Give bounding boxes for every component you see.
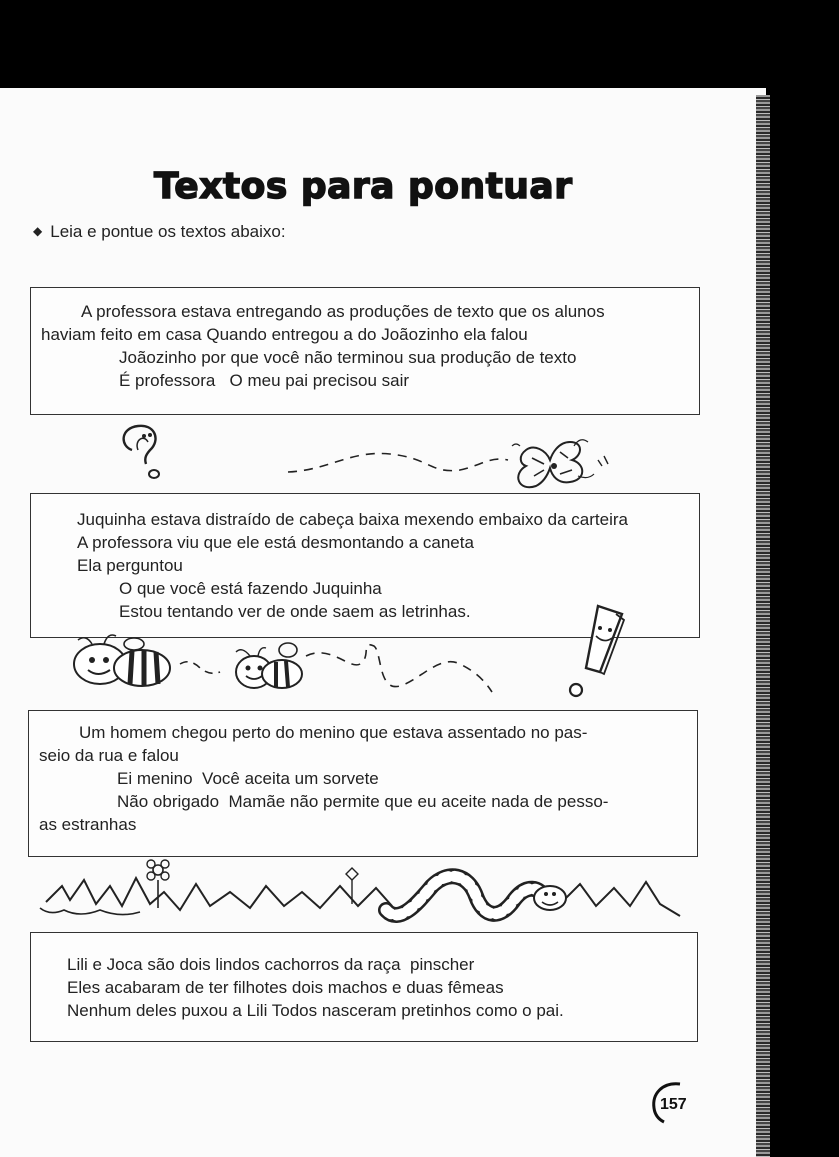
- text-line: Joãozinho por que você não terminou sua produção de texto: [119, 348, 577, 367]
- page-stack-edge: [756, 95, 770, 1157]
- butterfly-icon: [512, 440, 608, 487]
- text-line: Estou tentando ver de onde saem as letrinhas.: [119, 602, 471, 621]
- text-line: Ei menino Você aceita um sorvete: [117, 769, 379, 788]
- text-line: haviam feito em casa Quando entregou a do Joãozinho ela falou: [41, 325, 528, 344]
- text-box-3: [28, 710, 698, 857]
- bee-icon: [74, 635, 170, 686]
- page-number-text: 157: [660, 1096, 687, 1113]
- text-line: A professora viu que ele está desmontando a caneta: [77, 533, 474, 552]
- flower-icon: [346, 868, 358, 904]
- bee-icon: [236, 643, 302, 688]
- text-line: A professora estava entregando as produções de texto que os alunos: [81, 302, 605, 321]
- text-line: O que você está fazendo Juquinha: [119, 579, 382, 598]
- text-line: seio da rua e falou: [39, 746, 179, 765]
- text-box-4: [30, 932, 698, 1042]
- dashed-path: [288, 453, 508, 472]
- instruction: [33, 222, 286, 242]
- page-title: Textos para pontuar: [154, 166, 573, 207]
- dashed-path: [180, 662, 220, 674]
- exclamation-mark-icon: [570, 606, 624, 696]
- page-number: [650, 1080, 694, 1124]
- question-mark-icon: [124, 426, 159, 478]
- grass-border-icon: [40, 856, 690, 936]
- decoration-row-1: [110, 420, 630, 492]
- text-line: Não obrigado Mamãe não permite que eu aceite nada de pesso-: [117, 792, 609, 811]
- text-line: Ela perguntou: [77, 556, 183, 575]
- text-line: as estranhas: [39, 815, 137, 834]
- bullet-icon: ◆: [33, 224, 43, 238]
- text-line: É professora O meu pai precisou sair: [119, 371, 410, 390]
- text-line: Lili e Joca são dois lindos cachorros da raça pinscher: [67, 955, 475, 974]
- text-line: Nenhum deles puxou a Lili Todos nasceram pretinhos como o pai.: [67, 1001, 564, 1020]
- text-line: Um homem chegou perto do menino que estava assentado no pas-: [79, 723, 588, 742]
- flower-icon: [147, 860, 169, 908]
- text-line: Juquinha estava distraído de cabeça baixa mexendo embaixo da carteira: [77, 510, 628, 529]
- instruction-text: Leia e pontue os textos abaixo:: [50, 222, 286, 241]
- worm-icon: [386, 876, 566, 915]
- text-line: Eles acabaram de ter filhotes dois machos e duas fêmeas: [67, 978, 504, 997]
- decoration-row-2: [60, 600, 660, 704]
- dashed-path: [306, 645, 492, 692]
- text-box-1: [30, 287, 700, 415]
